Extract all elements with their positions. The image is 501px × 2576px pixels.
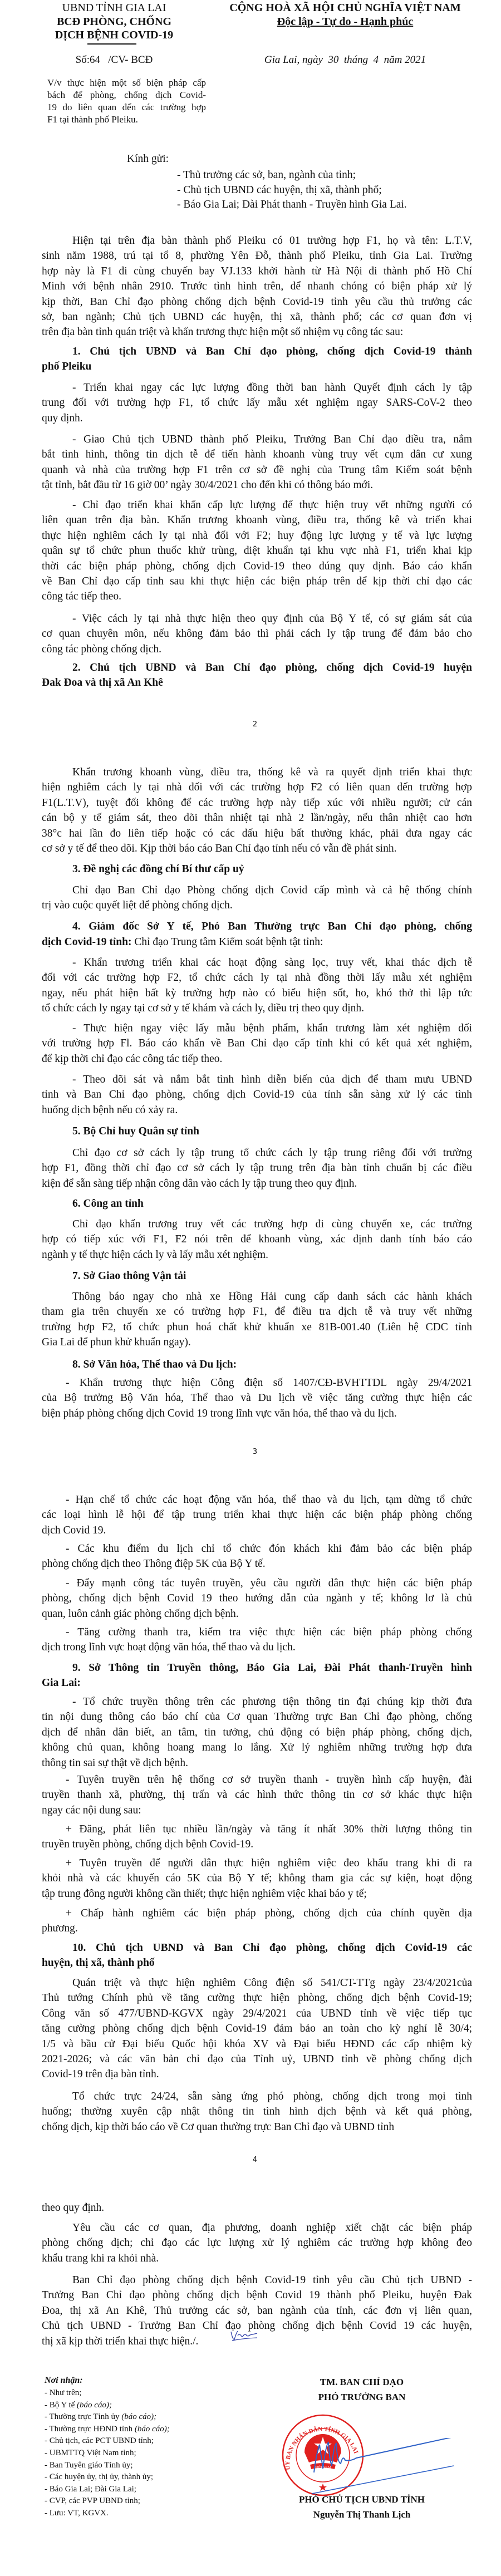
paragraph-line: trung đối với trường hợp F1, tổ chức lấy mẫu xét nghiệm ngay SARS-CoV-2 theo (42, 397, 472, 409)
recipient-name: - Thường trực Tỉnh ủy (45, 2412, 122, 2422)
section-heading-line: huyện, thị xã, thành phố (42, 1957, 155, 1969)
paragraph-line: quân sự tổ chức phun thuốc khử trùng, diệt khuẩn tại khu vực nhà F1, triển khai kịp (42, 545, 472, 557)
paragraph-line: Đoa, thị xã An Khê, Thủ trưởng các sở, ban ngành của tỉnh, các đơn vị liên quan, (42, 2304, 472, 2317)
recipient-name: - Như trên; (45, 2388, 82, 2397)
paragraph-line: cán bộ y tế giám sát, theo dõi thân nhiệt tại nhà 2 lần/ngày, nếu thân nhiệt cao hơn (42, 812, 472, 824)
recipient-item (45, 2435, 154, 2447)
subject-line: V/v thực hiện một số biện pháp cấp (47, 77, 206, 88)
subject-line: 19 do liên quan đến các trường hợp (47, 102, 206, 112)
paragraph-line: Chỉ đạo khẩn trương truy vết các trường hợp đi cùng chuyến xe, các trường (72, 1218, 472, 1230)
recipient-name: - Ban Tuyên giáo Tỉnh ủy; (45, 2460, 133, 2470)
paragraph-line: dịch để nhân dân biết, an tâm, tin tưởng, chủ động có biện pháp phòng, chống dịch, (42, 1726, 472, 1738)
paragraph-line: Gia Lai để phun khử khuẩn ngay). (42, 1336, 191, 1349)
recipient-item (45, 2484, 136, 2496)
paragraph-line: 1/5 và bầu cử Đại biểu Quốc hội khóa XV và Đại biểu HĐND các cấp nhiệm kỳ (42, 2038, 472, 2050)
paragraph-line: ngay, nếu phát hiện bất kỳ trường hợp nào có biểu hiện sốt, ho, khó thở thì lập tức (42, 987, 472, 999)
signatory (267, 2492, 456, 2522)
paragraph-line: Công văn số 477/UBND-KGVX ngày 29/4/2021 của UBND tỉnh về việc tiếp tục (42, 2007, 472, 2019)
paragraph-line: - Khẩn trương triển khai các hoạt động sàng lọc, truy vết, khai thác dịch tễ (72, 957, 472, 969)
seal-inner-text: VIỆT NAM (315, 2466, 331, 2470)
paragraph-line: phòng chống dịch; chỉ đạo các lực lượng xử lý nghiêm các trường hợp không đeo (42, 2237, 472, 2249)
paragraph-line: Thủ tướng Chính phủ về tăng cường thực hiện phòng, chống dịch bệnh Covid-19; (42, 1992, 472, 2004)
paragraph-line: tin nội dung thông cáo báo chí của Cơ quan Thường trực Ban Chỉ đạo phòng, chống (42, 1711, 472, 1723)
section-heading-line: 7. Sở Giao thông Vận tải (72, 1270, 186, 1282)
paragraph-line: thời các biện pháp phòng, chống dịch Covid-19 theo đúng quy định. Báo cáo khẩn (42, 560, 472, 572)
paragraph-line: Thông báo ngay cho nhà xe Hồng Hải cung cấp danh sách các hành khách (72, 1291, 472, 1302)
paragraph-line: Minh với bệnh nhân 2910. Trước tình hình trên, để nhanh chóng có biện pháp xử lý (42, 281, 472, 293)
signature-line-2: PHÓ TRƯỞNG BAN (318, 2392, 406, 2402)
paragraph-line: trường hợp F2, tổ chức phun hoá chất khử khuẩn xe 81B-001.40 (Liên hệ CDC tỉnh (42, 1321, 472, 1333)
section-heading-line (42, 935, 472, 950)
paragraph-line: về Ban Chỉ đạo cấp tỉnh sau khi thực hiện các biện pháp trên để kịp thời chỉ đạo các (42, 576, 472, 587)
paragraph-line: F1(L.T.V), tuyệt đối không để các trường hợp này tiếp xúc với nhiều người; cử cán (42, 797, 472, 809)
recipient-name: - Chủ tịch, các PCT UBND tỉnh; (45, 2436, 154, 2446)
header-divider (87, 43, 136, 45)
addressee-item: - Thủ trưởng các sở, ban, ngành của tỉnh; (177, 169, 356, 181)
seal-text: ỦY BAN NHÂN DÂN TỈNH GIA LAI (284, 2426, 360, 2471)
recipient-name: - CVP, các PVP UBND tỉnh; (45, 2496, 140, 2506)
section-heading-line: 9. Sở Thông tin Truyền thông, Báo Gia Lai, Đài Phát thanh-Truyền hình (72, 1662, 472, 1674)
page-number: 3 (252, 1448, 258, 1456)
paragraph-line: + Tuyên truyền để người dân thực hiện nghiêm việc đeo khẩu trang khi đi ra (66, 1857, 472, 1869)
section-heading-bold: dịch Covid-19 tỉnh: (42, 936, 132, 948)
org-line-2: BCĐ PHÒNG, CHỐNG (56, 15, 172, 28)
paragraph-line: Trưởng Ban Chỉ đạo phòng chống dịch bệnh Covid 19 thành phố Pleiku, huyện Đak (42, 2289, 472, 2302)
paragraph-line: khẩu trang khi ra khỏi nhà. (42, 2252, 159, 2264)
recipient-name: - Bộ Y tế (45, 2400, 77, 2410)
paragraph-line: - Tổ chức truyền thông trên các phương tiện thông tin đại chúng kịp thời đưa (72, 1696, 472, 1708)
paragraph-line: thực hiện nghiêm cách ly tại nhà đối với F2; huy động lực lượng y tế và lực lượng (42, 529, 472, 542)
paragraph-line: - Tuyên truyền trên hệ thống cơ sở truyền thanh - truyền hình cấp huyện, đài (66, 1774, 472, 1786)
paragraph-line: sở, ban ngành; Chủ tịch UBND các huyện, thị xã, thành phố; các cơ quan đơn vị (42, 311, 472, 323)
section-heading-line: 1. Chủ tịch UBND và Ban Chỉ đạo phòng, chống dịch Covid-19 thành (72, 346, 472, 357)
page-number: 2 (252, 720, 258, 729)
page-number: 4 (252, 2156, 258, 2164)
paragraph-line: tập trung đông người không cần thiết; thực hiện nghiêm việc khai báo y tế; (42, 1887, 367, 1900)
recipient-item (45, 2460, 132, 2472)
paragraph-line: - Triển khai ngay các lực lượng đồng thời ban hành Quyết định cách ly tập (72, 382, 472, 394)
recipient-item (45, 2400, 112, 2412)
section-heading-line: 8. Sở Văn hóa, Thể thao và Du lịch: (72, 1359, 237, 1370)
recipient-item (45, 2387, 81, 2400)
paragraph-line: quy định. (42, 412, 83, 424)
paragraph-line: đối với các trường hợp F2, tổ chức cách ly tại nhà đồng thời lấy mẫu xét nghiệm (42, 972, 472, 984)
recipients-label: Nơi nhận: (45, 2376, 83, 2385)
paragraph-line: hợp này là F1 đi cùng chuyến bay VJ.133 khởi hành từ Hà Nội đi thành phố Hồ Chí (42, 265, 472, 277)
paragraph-line: không chủ quan, không hoang mang lo lắng. Xử lý nghiêm những trường hợp đưa (42, 1742, 472, 1754)
paragraph-line: khỏi nhà và các khuyến cáo 5K của Bộ Y tế; không tham gia các sự kiện, hoạt động (42, 1872, 472, 1885)
paragraph-line: tham gia trên chuyến xe có trường hợp F1, để điều tra dịch tễ và truy vết những (42, 1306, 472, 1318)
paragraph-line: ngay các nội dung sau: (42, 1804, 141, 1816)
paragraph-line: thị xã kịp thời triển khai thực hiện./. (42, 2335, 199, 2347)
paragraph-line: - Hạn chế tổ chức các hoạt động văn hóa, thể thao và du lịch, tạm dừng tổ chức (66, 1494, 472, 1506)
paragraph-line: dịch trong lĩnh vực hoạt động văn hóa, thể thao và du lịch. (42, 1641, 296, 1654)
paragraph-line: - Theo dõi sát và nắm bắt tình hình diễn biến của dịch để tham mưu UBND (72, 1074, 472, 1085)
paragraph-line: công tác tiếp theo. (42, 591, 121, 603)
paragraph-line: Covid-19 trên địa bàn tỉnh. (42, 2068, 159, 2081)
addressees-list (177, 168, 407, 213)
org-line-3: DỊCH BỆNH COVID-19 (55, 29, 174, 41)
place-and-date: Gia Lai, ngày 30 tháng 4 năm 2021 (264, 54, 426, 66)
paragraph-line: Khẩn trương khoanh vùng, điều tra, thống kê và ra quyết định triển khai thực (72, 766, 472, 778)
section-heading-line: 6. Công an tỉnh (72, 1198, 144, 1210)
paragraph-line: Chủ tịch UBND - Trưởng Ban Chỉ đạo phòng chống dịch bệnh Covid 19 các huyện, (42, 2320, 472, 2332)
paragraph-line: phương. (42, 1923, 78, 1935)
paragraph-line: Yêu cầu các cơ quan, địa phương, doanh nghiệp xiết chặt các biện pháp (72, 2222, 472, 2234)
initial-mark-signature (229, 2329, 261, 2342)
recipient-item (45, 2471, 153, 2484)
recipient-note: (báo cáo); (134, 2424, 170, 2434)
paragraph-line: của Bộ trưởng Bộ Văn hóa, Thể thao và Du lịch về việc tăng cường thực hiện các (42, 1392, 472, 1404)
paragraph-line: theo quy định. (42, 2202, 105, 2214)
section-heading-line: Gia Lai: (42, 1677, 81, 1689)
recipient-name: - UBMTTQ Việt Nam tỉnh; (45, 2449, 136, 2457)
paragraph-line: công tác phòng chống dịch. (42, 643, 161, 655)
paragraph-line: bắt tình hình, thông tin dịch tễ để tiến hành khoanh vùng truy vết cụm dân cư xung (42, 449, 472, 461)
paragraph-line: + Chấp hành nghiêm các biện pháp phòng, chống dịch của chính quyền địa (66, 1908, 472, 1919)
paragraph-line: Hiện tại trên địa bàn thành phố Pleiku có 01 trường hợp F1, họ và tên: L.T.V, (72, 235, 472, 247)
section-heading-line: phố Pleiku (42, 361, 92, 373)
paragraph-line: trị vào cuộc quyết liệt để phòng chống dịch. (42, 899, 233, 912)
paragraph-line: kiện để sẵn sàng tiếp nhận công dân vào cách ly tập trung theo quy định. (42, 1177, 357, 1189)
signature-line-1: TM. BAN CHỈ ĐẠO (320, 2377, 404, 2387)
paragraph-line: huống dịch bệnh nếu có xảy ra. (42, 1104, 178, 1116)
paragraph-line: - Tăng cường thanh tra, kiểm tra việc thực hiện các biện pháp phòng chống (66, 1626, 472, 1638)
nation-line-1: CỘNG HOÀ XÃ HỘI CHỦ NGHĨA VIỆT NAM (229, 2, 461, 14)
paragraph-line: tăng cường phòng chống dịch bệnh Covid-19 đảm bảo an toàn cho kỳ nghỉ lễ 30/4; (42, 2023, 472, 2035)
paragraph-line: để kịp thời chỉ đạo các công tác tiếp theo. (42, 1053, 223, 1065)
section-heading-line: 10. Chủ tịch UBND và Ban Chỉ đạo phòng, chống dịch Covid-19 các (72, 1942, 472, 1954)
paragraph-line: - Các khu điểm du lịch chỉ tổ chức đón khách khi đảm bảo các biện pháp (66, 1543, 472, 1555)
recipient-item (45, 2508, 109, 2520)
subject (47, 77, 206, 126)
document-number: Số:64 /CV- BCĐ (75, 54, 153, 66)
signatory-name: Nguyễn Thị Thanh Lịch (313, 2509, 411, 2520)
paragraph-line: tỉnh và Ban Chỉ đạo phòng, chống dịch Covid-19 của tỉnh sẵn sàng xử lý các tình (42, 1089, 472, 1101)
paragraph-line: phòng, chống dịch bệnh Covid 19 theo hướng dẫn của ngành y tế; không lơ là chủ (42, 1592, 472, 1605)
subject-line: bách để phòng, chống dịch Covid- (47, 90, 206, 100)
nation-line-2: Độc lập - Tự do - Hạnh phúc (277, 15, 414, 28)
paragraph-line: kịp thời, Ban Chỉ đạo phòng chống dịch bệnh Covid-19 tỉnh yêu cầu thủ trưởng các (42, 296, 472, 308)
paragraph-line: - Chỉ đạo triển khai khẩn cấp lực lượng để thực hiện truy vết những người có (72, 499, 472, 511)
paragraph-line: thông tin sai sự thật về dịch bệnh. (42, 1757, 188, 1769)
recipient-item (45, 2423, 170, 2436)
recipient-note: (báo cáo); (77, 2400, 112, 2410)
addressee-item: - Chủ tịch UBND các huyện, thị xã, thành phố; (177, 184, 382, 196)
paragraph-line: tổ chức cách ly ngay tại cơ sở y tế khám và cách ly, điều trị theo quy định. (42, 1002, 365, 1015)
recipient-name: - Các huyện ủy, thị ủy, thành ủy; (45, 2472, 154, 2482)
paragraph-line: hiện nghiêm cách ly tại nhà đối với các trường hợp F2 có liên quan đến trường hợp (42, 781, 472, 794)
recipient-item (45, 2495, 140, 2508)
paragraph-line: trên địa bàn tỉnh quán triệt và khẩn trương thực hiện một số nhiệm vụ công tác sau: (42, 326, 404, 338)
section-heading-line: 4. Giám đốc Sở Y tế, Phó Ban Thường trực Ban Chỉ đạo phòng, chống (72, 921, 472, 932)
signature-header (267, 2375, 456, 2405)
section-heading-rest: Chỉ đạo Trung tâm Kiểm soát bệnh tật tỉnh: (131, 936, 323, 948)
recipient-name: - Thường trực HĐND tỉnh (45, 2424, 135, 2434)
recipient-name: - Báo Gia Lai; Đài Gia Lai; (45, 2484, 136, 2494)
paragraph-line: Tổ chức trực 24/24, sẵn sàng ứng phó phòng, chống dịch trong mọi tình (72, 2091, 472, 2102)
paragraph-line: - Đẩy mạnh công tác tuyên truyền, yêu cầu người dân thực hiện các biện pháp (66, 1577, 472, 1589)
addressees-label: Kính gửi: (127, 153, 169, 165)
paragraph-line: 38°c hai lần đo liên tiếp hoặc có các dấu hiệu bất thường khác, phải đưa ngay các (42, 827, 472, 839)
paragraph-line: - Khẩn trương thực hiện Công điện số 1407/CĐ-BVHTTDL ngày 29/4/2021 (66, 1377, 472, 1389)
paragraph-line: + Đăng, phát liên tục nhiều lần/ngày và tăng ít nhất 30% thời lượng thông tin (66, 1823, 472, 1835)
paragraph-line: Chỉ đạo Ban Chỉ đạo Phòng chống dịch Covid cấp mình và cả hệ thống chính (72, 884, 472, 896)
addressee-item: - Báo Gia Lai; Đài Phát thanh - Truyền hình Gia Lai. (177, 199, 407, 210)
paragraph-line: quan, luôn cảnh giác phòng chống dịch bệnh. (42, 1607, 239, 1620)
handwritten-signature (312, 2438, 456, 2496)
paragraph-line: quanh và nhà của trường hợp F1 trên cơ sở đề nghị của Trung tâm Kiểm soát bệnh (42, 464, 472, 476)
paragraph-line: - Việc cách ly tại nhà thực hiện theo quy định của Bộ Y tế, có sự giám sát của (72, 613, 472, 625)
national-motto (212, 1, 479, 28)
paragraph-line: Quán triệt và thực hiện nghiêm Công điện số 541/CT-TTg ngày 23/4/2021của (72, 1977, 472, 1989)
paragraph-line: chống dịch, kịp thời báo cáo về Cơ quan thường trực Ban Chỉ đạo và UBND tỉnh (42, 2121, 395, 2133)
paragraph-line: hợp F1, đồng thời chỉ đạo cơ sở cách ly tập trung trên địa bàn tỉnh chuẩn bị các điều (42, 1162, 472, 1174)
org-line-1: UBND TỈNH GIA LAI (62, 2, 166, 14)
paragraph-line: truyền thanh xã, phường, thị trấn và các hình thức thông tin cơ sở khác thực hiện (42, 1789, 472, 1801)
section-heading-line: Đak Đoa và thị xã An Khê (42, 677, 163, 689)
paragraph-line: phòng chống dịch theo Thông điệp 5K của Bộ Y tế. (42, 1558, 266, 1570)
paragraph-line: các loại hình lễ hội để tập trung triển khai thực hiện các biện pháp phòng chống (42, 1509, 472, 1521)
paragraph-line: huống; thường xuyên cập nhật thông tin tình hình dịch bệnh và kết quả phòng, (42, 2106, 472, 2118)
subject-line: F1 tại thành phố Pleiku. (47, 114, 138, 125)
recipient-item (45, 2447, 136, 2460)
section-heading-line: 5. Bộ Chỉ huy Quân sự tỉnh (72, 1125, 199, 1137)
paragraph-line: liên quan trên địa bàn. Khẩn trương khoanh vùng, điều tra, thống kê và triển khai (42, 514, 472, 527)
paragraph-line: - Giao Chủ tịch UBND thành phố Pleiku, Trưởng Ban Chỉ đạo điều tra, nắm (72, 434, 472, 445)
paragraph-line: cơ quan chuyên môn, nếu không đảm bảo thì phải cách ly tập trung để đảm bảo cho (42, 628, 472, 640)
recipient-note: (báo cáo); (121, 2412, 157, 2422)
paragraph-line: cơ sở y tế để theo dõi. Kịp thời báo cáo Ban Chỉ đạo tỉnh nếu có vẫn đề phát sinh. (42, 843, 397, 854)
paragraph-line: biện pháp phòng chống dịch Covid 19 trong lĩnh vực văn hóa, thể thao và du lịch. (42, 1407, 397, 1419)
recipient-name: - Lưu: VT, KGVX. (45, 2509, 109, 2518)
paragraph-line: dịch Covid 19. (42, 1524, 106, 1536)
issuing-organization (22, 1, 206, 42)
recipient-item (45, 2411, 156, 2423)
paragraph-line: Ban Chỉ đạo phòng chống dịch bệnh Covid-19 tỉnh yêu cầu Chủ tịch UBND - (72, 2274, 472, 2286)
section-heading-line: 3. Đề nghị các đồng chí Bí thư cấp uỷ (72, 863, 244, 875)
paragraph-line: sinh năm 1988, trú tại tổ 8, phường Yên Đỗ, thành phố Pleiku, tỉnh Gia Lai. Trường (42, 250, 472, 262)
paragraph-line: - Thực hiện ngay việc lấy mẫu bệnh phẩm, khẩn trương làm xét nghiệm đối (72, 1022, 472, 1034)
paragraph-line: hợp có tiếp xúc với F1, F2 nói trên để khoanh vùng, xác định danh tính báo cáo (42, 1233, 472, 1246)
paragraph-line: truyền truyền phòng, chống dịch bệnh Covid-19. (42, 1838, 254, 1851)
section-heading-line: 2. Chủ tịch UBND và Ban Chỉ đạo phòng, chống dịch Covid-19 huyện (72, 662, 472, 674)
signatory-title: PHÓ CHỦ TỊCH UBND TỈNH (298, 2494, 425, 2505)
paragraph-line: tật tỉnh, bắt đầu từ 16 giờ 00’ ngày 30/4/2021 cho đến khi có thông báo mới. (42, 479, 374, 491)
paragraph-line: Chỉ đạo cơ sở cách ly tập trung tổ chức cách ly tập trung riêng đối với trường (72, 1147, 472, 1159)
paragraph-line: 2021-2026; và các văn bản chỉ đạo của Tỉnh uỷ, UBND tỉnh về phòng chống dịch (42, 2053, 472, 2065)
paragraph-line: ngành y tế thực hiện cách ly và lấy mẫu xét nghiệm. (42, 1248, 268, 1261)
paragraph-line: với trường hợp Fl. Báo cáo khẩn về Ban Chỉ đạo cấp tỉnh khi có kết quả xét nghiệm, (42, 1038, 472, 1050)
